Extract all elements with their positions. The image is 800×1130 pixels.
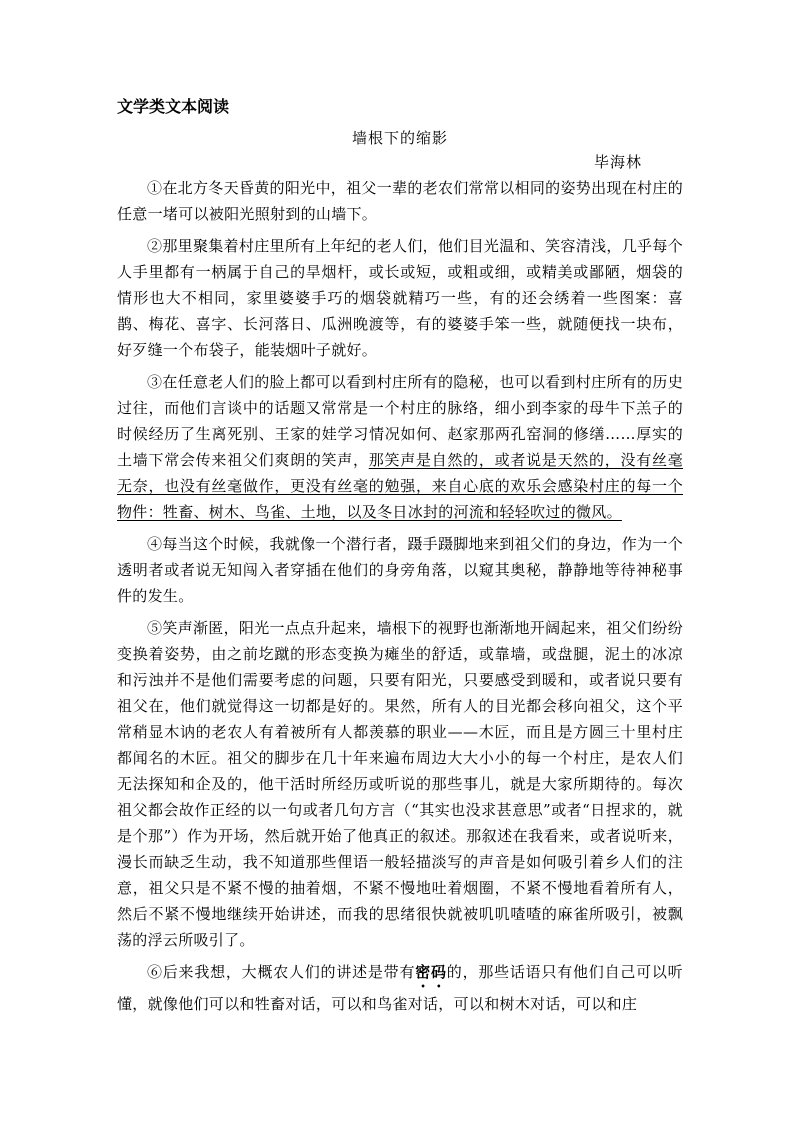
paragraph-4: ④每当这个时候，我就像一个潜行者，蹑手蹑脚地来到祖父们的身边，作为一个透明者或者说无知闯入者穿插在他们的身旁角落，以窥其奥秘，静静地等待神秘事件的发生。: [117, 535, 683, 605]
article-body: [117, 175, 683, 1023]
paragraph-3-underlined-text: 那笑声是自然的，或者说是天然的，没有丝毫无奈，也没有丝毫做作，更没有丝毫的勉强，来自心底的欢乐会感染村庄的每一个物件：牲畜、树木、鸟雀、土地，以及冬日冰封的河流和轻轻吹过的微风。: [117, 451, 683, 521]
paragraph-6-text-start: ⑥后来我想，大概农人们的讲述是带有: [147, 963, 416, 981]
paragraph-5: ⑤笑声渐匿，阳光一点点升起来，墙根下的视野也渐渐地开阔起来，祖父们纷纷变换着姿势，由之前圪蹴的形态变换为瘫坐的舒适，或靠墙，或盘腿，泥土的冰凉和污浊并不是他们需要考虑的问题，只要有阳光，只要感受到暖和，或者说只要有祖父在，他们就觉得这一切都是好的。果然，所有人的目光都会移向祖父，这个平常稍显木讷的老农人有着被所有人都羡慕的职业——木匠，而且是方圆三十里村庄都闻名的木匠。祖父的脚步在几十年来遍布周边大大小小的每一个村庄，是农人们无法探知和企及的，他干活时所经历或听说的那些事儿，就是大家所期待的。每次祖父都会故作正经的以一句或者几句方言（“其实也没求甚意思”或者“日捏求的，就是个那”）作为开场，然后就开始了他真正的叙述。那叙述在我看来，或者说听来，漫长而缺乏生动，我不知道那些俚语一般轻描淡写的声音是如何吸引着乡人们的注意，祖父只是不紧不慢的抽着烟，不紧不慢地吐着烟圈，不紧不慢地看着所有人，然后不紧不慢地继续开始讲述，而我的思绪很快就被叽叽喳喳的麻雀所吸引，被飘荡的浮云所吸引了。: [117, 619, 683, 949]
paragraph-1: ①在北方冬天昏黄的阳光中，祖父一辈的老农们常常以相同的姿势出现在村庄的任意一堵可以被阳光照射到的山墙下。: [117, 179, 683, 223]
paragraph-2: ②那里聚集着村庄里所有上年纪的老人们，他们目光温和、笑容清浅，几乎每个人手里都有一柄属于自己的旱烟杆，或长或短，或粗或细，或精美或鄙陋，烟袋的情形也大不相同，家里婆婆手巧的烟袋就精巧一些，有的还会绣着一些图案：喜鹊、梅花、喜字、长河落日、瓜洲晚渡等，有的婆婆手笨一些，就随便找一块布，好歹缝一个布袋子，能装烟叶子就好。: [117, 237, 683, 359]
article-title: 墙根下的缩影: [351, 129, 448, 147]
paragraph-6: [117, 959, 683, 1017]
paragraph-6-emphasized-word: 密码: [415, 963, 447, 981]
paragraph-6-text-end: 的，那些话语只有他们自己可以听懂，就像他们可以和牲畜对话，可以和鸟雀对话，可以和树木对话，可以和庄: [117, 963, 683, 1013]
paragraph-3: [117, 369, 683, 525]
section-heading: 文学类文本阅读: [117, 97, 230, 116]
article-author: 毕海林: [594, 153, 643, 171]
paragraph-3-text: ③在任意老人们的脸上都可以看到村庄所有的隐秘，也可以看到村庄所有的历史过往，而他们言谈中的话题又常常是一个村庄的脉络，细小到李家的母牛下羔子的时候经历了生离死别、王家的娃学习情况如何、赵家那两孔窑洞的修缮……厚实的土墙下常会传来祖父们爽朗的笑声，: [117, 373, 683, 469]
